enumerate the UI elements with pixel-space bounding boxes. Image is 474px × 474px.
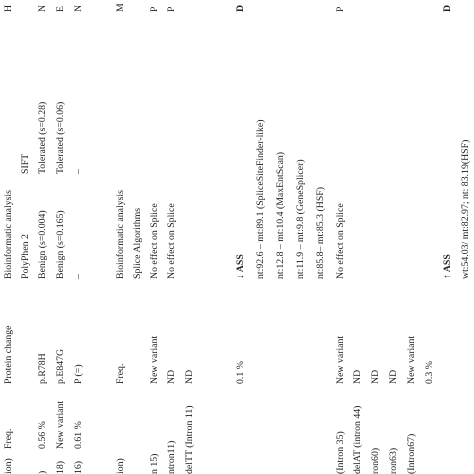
lower-row1-col1: (Intron 35) [335, 431, 346, 474]
lower-row5-freq: New variant [406, 335, 417, 384]
th-bioinformatic-analysis: Bioinformatic analysis [3, 190, 14, 279]
row1-protein: p.R78H [37, 353, 48, 384]
row2-freq: New variant [55, 400, 66, 449]
row2-polyphen: Benign (s=0.165) [55, 210, 66, 279]
th-col5-partial: H [3, 4, 14, 12]
d1-freq: 0.1 % [235, 361, 246, 384]
splice-th-col1-partial: ion) [115, 458, 126, 474]
lower-row1-col4: P [335, 6, 346, 12]
row1-polyphen: Benign (s=0.004) [37, 210, 48, 279]
d2-right: D [442, 4, 453, 12]
lower-row1-result: No effect on Splice [335, 203, 346, 279]
lower-row2-col1: delAT (intron 44) [352, 405, 363, 474]
splice-th-freq: Freq. [115, 363, 126, 384]
row3-freq: 0.61 % [73, 421, 84, 449]
row3-sift: – [73, 169, 84, 174]
lower-row5-col1: (Intron67) [406, 433, 417, 474]
splice-th-algorithms: Splice Algorithms [132, 207, 143, 279]
splice-row2-col4: P [166, 6, 177, 12]
d1-right: D [235, 4, 246, 12]
splice-row1-freq: New variant [149, 335, 160, 384]
lower-row4-freq: ND [388, 369, 399, 384]
lower-row3-freq: ND [370, 369, 381, 384]
splice-row2-freq: ND [166, 369, 177, 384]
splice-th-bioinformatic: Bioinformatic analysis [115, 190, 126, 279]
row1-sift: Tolerated (s=0.28) [37, 101, 48, 174]
d2-freq: 0.3 % [424, 361, 435, 384]
row3-polyphen: – [73, 274, 84, 279]
d1-ass: ↓ ASS [235, 254, 246, 279]
row3-col1: 16) [73, 460, 84, 474]
row1-col1: ) [37, 470, 48, 474]
lower-row4-col1: ron63) [388, 447, 399, 474]
lower-row3-col1: ron60) [370, 447, 381, 474]
d1-line2: nt:12.8 – mt:10.4 (MaxEntScan) [275, 151, 286, 279]
row3-col5: N [73, 4, 84, 12]
d1-line1: nt:92.6 – mt:89.1 (SpliceSiteFinder-like) [255, 119, 266, 279]
splice-row3-col1: delTT (Intron 11) [184, 405, 195, 474]
splice-row2-result: No effect on Splice [166, 203, 177, 279]
row2-protein: p.E847G [55, 348, 66, 384]
splice-row1-result: No effect on Splice [149, 203, 160, 279]
splice-row3-freq: ND [184, 369, 195, 384]
th-freq: Freq. [3, 428, 14, 449]
d2-ass: ↑ ASS [442, 254, 453, 279]
row3-protein: P (=) [73, 364, 84, 384]
th-sift: SIFT [20, 153, 31, 174]
th-polyphen2: PolyPhen 2 [20, 234, 31, 279]
splice-th-col4-partial: M [115, 3, 126, 12]
row2-col1: 18) [55, 460, 66, 474]
splice-row1-col4: P [149, 6, 160, 12]
row1-col5: N [37, 4, 48, 12]
splice-row1-col1: n 15) [149, 453, 160, 474]
row2-col5: E [55, 6, 66, 12]
splice-row2-col1: ntron11) [166, 440, 177, 474]
lower-row1-freq: New variant [335, 335, 346, 384]
row2-sift: Tolerated (s=0.06) [55, 101, 66, 174]
row1-freq: 0.56 % [37, 421, 48, 449]
d1-line4: nt:85.8– mt:85.3 (HSF) [315, 187, 326, 279]
th-col1-partial: ion) [3, 458, 14, 474]
d2-line1: wt:54.03/ mt:82.97; nt: 83.19(HSF) [460, 139, 471, 279]
th-protein-change: Protein change [3, 325, 14, 384]
d1-line3: nt:11.9 – mt:9.8 (GeneSplicer) [295, 159, 306, 279]
lower-row2-freq: ND [352, 369, 363, 384]
